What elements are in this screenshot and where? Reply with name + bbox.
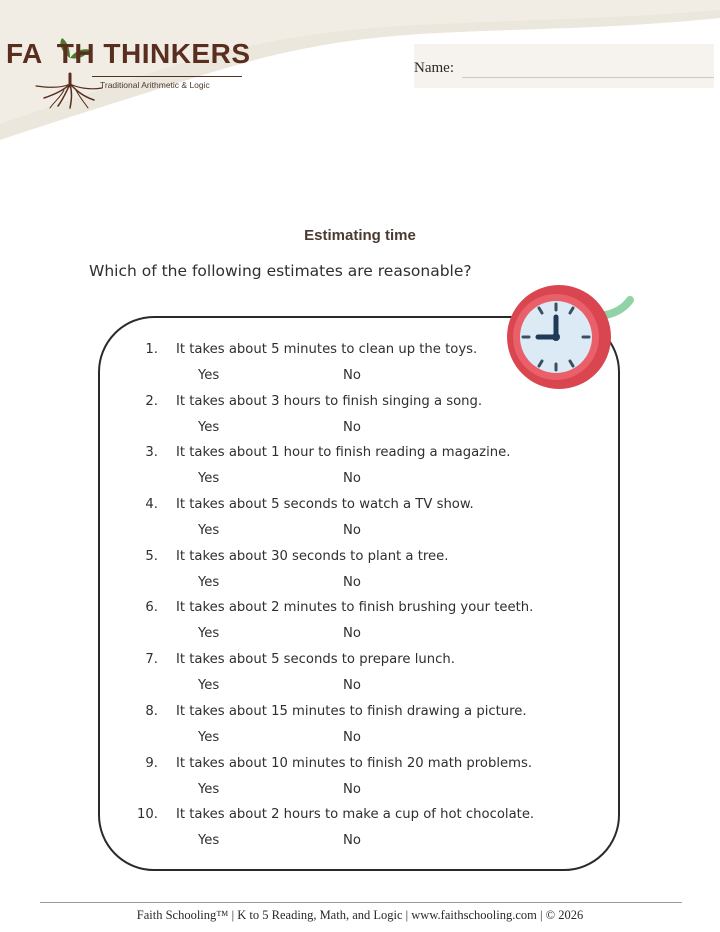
question-item <box>0 596 720 648</box>
question-item <box>0 700 720 752</box>
yes-option[interactable]: Yes <box>198 523 220 539</box>
question-item <box>0 338 720 390</box>
name-field-box <box>414 44 714 88</box>
no-option[interactable]: No <box>343 523 361 539</box>
question-text: It takes about 10 minutes to finish 20 math problems. <box>176 755 533 771</box>
logo-divider <box>92 76 242 77</box>
footer-text: Faith Schooling™ | K to 5 Reading, Math, and Logic | www.faithschooling.com | © 2026 <box>136 908 584 922</box>
question-number: 2. <box>145 393 158 409</box>
question-number: 1. <box>145 342 158 357</box>
logo-subtitle: Traditional Arithmetic & Logic <box>100 80 210 90</box>
question-item <box>0 648 720 700</box>
question-text: It takes about 15 minutes to finish drawing a picture. <box>176 703 527 719</box>
no-option[interactable]: No <box>343 626 361 642</box>
question-number: 5. <box>145 548 158 564</box>
question-item <box>0 441 720 493</box>
no-option[interactable]: No <box>343 729 361 745</box>
question-number: 8. <box>145 703 158 719</box>
no-option[interactable]: No <box>343 471 361 487</box>
no-option[interactable]: No <box>343 833 361 849</box>
question-text: It takes about 30 seconds to plant a tree. <box>176 548 449 564</box>
yes-option[interactable]: Yes <box>198 471 220 487</box>
no-option[interactable]: No <box>343 419 361 435</box>
question-item <box>0 545 720 597</box>
worksheet-question: Which of the following estimates are reasonable? <box>89 262 472 280</box>
yes-option[interactable]: Yes <box>198 574 220 590</box>
no-option[interactable]: No <box>343 574 361 590</box>
yes-option[interactable]: Yes <box>198 729 220 745</box>
question-list <box>0 338 720 855</box>
question-text: It takes about 2 minutes to finish brushing your teeth. <box>176 600 534 616</box>
name-field-line[interactable] <box>462 77 714 78</box>
question-text: It takes about 5 seconds to prepare lunch. <box>176 652 455 668</box>
yes-option[interactable]: Yes <box>198 368 220 383</box>
yes-option[interactable]: Yes <box>198 419 220 435</box>
question-text: It takes about 2 hours to make a cup of hot chocolate. <box>176 807 535 823</box>
question-item <box>0 493 720 545</box>
yes-option[interactable]: Yes <box>198 626 220 642</box>
yes-option[interactable]: Yes <box>198 833 220 849</box>
name-label: Name: <box>414 60 454 76</box>
no-option[interactable]: No <box>343 368 361 383</box>
no-option[interactable]: No <box>343 781 361 797</box>
yes-option[interactable]: Yes <box>198 678 220 694</box>
question-text: It takes about 5 seconds to watch a TV show. <box>176 497 474 513</box>
question-item <box>0 390 720 442</box>
footer-divider <box>40 902 682 903</box>
question-text: It takes about 5 minutes to clean up the toys. <box>176 342 478 357</box>
logo-title-part-2: TH THINKERS <box>56 38 251 69</box>
logo-title <box>6 38 251 70</box>
worksheet-title: Estimating time <box>304 227 416 244</box>
yes-option[interactable]: Yes <box>198 781 220 797</box>
question-number: 7. <box>145 652 158 668</box>
question-number: 10. <box>137 807 158 823</box>
no-option[interactable]: No <box>343 678 361 694</box>
question-text: It takes about 1 hour to finish reading a magazine. <box>176 445 511 461</box>
question-number: 3. <box>145 445 158 461</box>
question-text: It takes about 3 hours to finish singing a song. <box>176 393 483 409</box>
question-number: 9. <box>145 755 158 771</box>
question-item <box>0 752 720 804</box>
logo-title-part-1: FA <box>6 38 43 69</box>
question-number: 4. <box>145 497 158 513</box>
question-item <box>0 803 720 855</box>
question-number: 6. <box>145 600 158 616</box>
